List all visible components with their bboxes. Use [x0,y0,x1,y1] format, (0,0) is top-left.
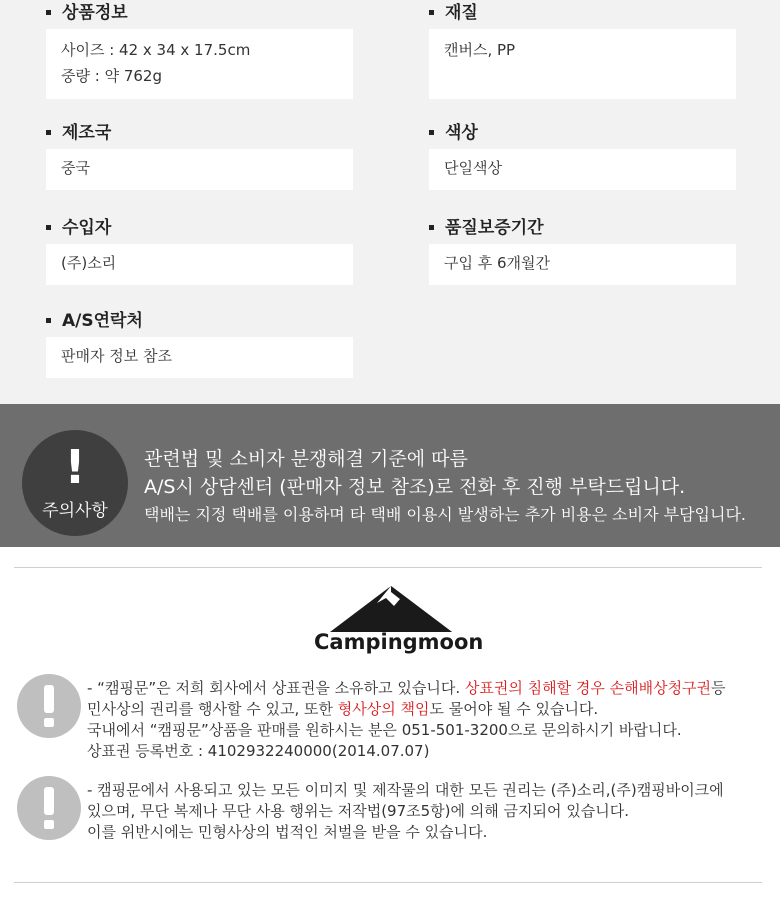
spec-label: 색상 [429,120,736,146]
spec-label: 제조국 [46,120,353,146]
copyright-notice [87,780,724,843]
spec-importer [46,215,353,285]
exclamation-icon: ! [64,440,86,494]
text-span: 도 물어야 될 수 있습니다. [429,700,599,718]
notice-line-3: 택배는 지정 택배를 이용하며 타 택배 이용시 발생하는 추가 비용은 소비자 부담입니다. [144,505,746,524]
spec-label: A/S연락처 [46,308,353,334]
copyright-line-2: 있으며, 무단 복제나 무단 사용 행위는 저작법(97조5항)에 의해 금지되어 있습니다. [87,802,629,820]
notice-badge-label: 주의사항 [42,501,108,521]
spec-value-box [46,149,353,190]
brand-logo-text: Campingmoon [314,630,484,654]
spec-value-box [46,244,353,285]
copyright-line-1: - 캠핑문에서 사용되고 있는 모든 이미지 및 제작물의 대한 모든 권리는 (주)소리,(주)캠핑바이크에 [87,781,724,799]
trademark-line-2 [87,699,726,720]
highlight-text: 상표권의 침해할 경우 손해배상청구권 [464,679,712,697]
spec-material [429,0,736,99]
notice-badge [22,430,128,536]
notice-line-2: A/S시 상담센터 (판매자 정보 참조)로 전화 후 진행 부탁드립니다. [144,476,686,498]
trademark-line-4: 상표권 등록번호 : 4102932240000(2014.07.07) [87,742,430,760]
text-span: 민사상의 권리를 행사할 수 있고, 또한 [87,700,338,718]
trademark-line-1 [87,678,726,699]
campingmoon-logo [314,584,484,658]
spec-value-box [46,337,353,378]
text-span: 등 [711,679,726,697]
spec-importer-value: (주)소리 [61,254,117,272]
spec-label: 상품정보 [46,0,353,26]
copyright-line-3: 이를 위반시에는 민형사상의 법적인 처벌을 받을 수 있습니다. [87,823,488,841]
spec-size-value: 사이즈 : 42 x 34 x 17.5cm [61,41,251,59]
notice-line-1: 관련법 및 소비자 분쟁해결 기준에 따름 [144,448,468,470]
text-span: - “캠핑문”은 저희 회사에서 상표권을 소유하고 있습니다. [87,679,465,697]
spec-label: 수입자 [46,215,353,241]
spec-product-info [46,0,353,99]
spec-warranty [429,215,736,285]
divider [14,882,762,883]
spec-label: 재질 [429,0,736,26]
spec-weight-value: 중량 : 약 762g [61,67,162,85]
spec-label: 품질보증기간 [429,215,736,241]
warning-exclamation-icon [17,674,81,738]
spec-material-value: 캔버스, PP [444,41,516,59]
spec-as-contact-value: 판매자 정보 참조 [61,347,172,365]
spec-value-box [46,29,353,99]
spec-value-box [429,149,736,190]
spec-color [429,120,736,190]
divider [14,567,762,568]
spec-color-value: 단일색상 [444,159,502,177]
highlight-text: 형사상의 책임 [337,700,430,718]
spec-origin-value: 중국 [61,159,90,177]
trademark-line-3: 국내에서 “캠핑문”상품을 판매를 원하시는 분은 051-501-3200으로 문의하시기 바랍니다. [87,721,682,739]
spec-origin [46,120,353,190]
warning-exclamation-icon [17,776,81,840]
trademark-notice [87,678,726,762]
spec-warranty-value: 구입 후 6개월간 [444,254,551,272]
spec-value-box [429,29,736,99]
spec-as-contact [46,308,353,378]
spec-value-box [429,244,736,285]
product-specs-section [0,0,780,404]
